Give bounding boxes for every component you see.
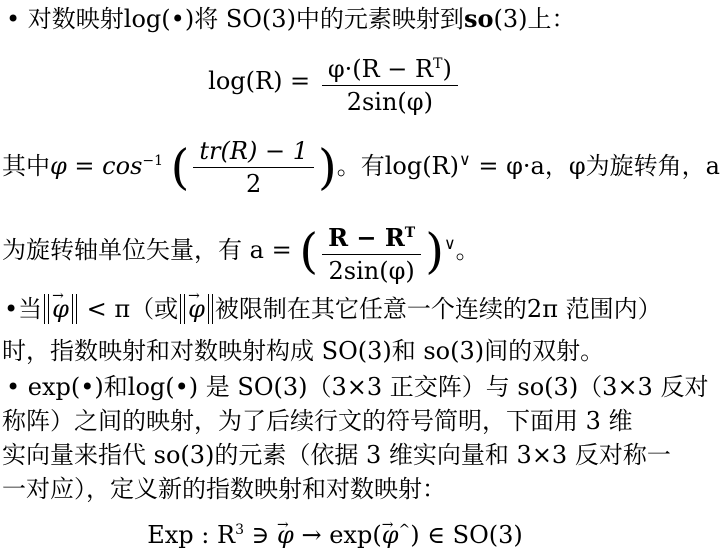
axis-numerator: $R - R^T$ (322, 219, 421, 255)
log-r: log(R) (384, 152, 459, 180)
intro-text: 对数映射 (27, 5, 124, 33)
phi-equals: φ = cos (50, 152, 143, 180)
r3-superscript: 3 (235, 522, 245, 538)
log-equation-denominator: 2sin(φ) (346, 87, 433, 116)
lie-algebra-symbol: so (463, 4, 494, 33)
norm-bars (44, 294, 77, 324)
paragraph-line-4: 一对应），定义新的指数映射和对数映射： (2, 475, 446, 503)
intro-line (6, 4, 575, 34)
angle-pre-text: 其中 (2, 152, 50, 180)
log-argument: (•) (161, 5, 195, 33)
angle-definition-line (2, 122, 720, 198)
axis-fraction (322, 219, 421, 285)
condition-post: 被限制在其它任意一个连续的2π 范围内） (214, 295, 662, 323)
log-equation-fraction (322, 50, 458, 116)
vee-symbol: ∨ (459, 150, 471, 169)
trace-fraction (193, 137, 314, 198)
log-word: log (123, 5, 162, 33)
angle-tail-text: = φ·a，φ为旋转角，a (470, 152, 720, 180)
bijection-line: 时，指数映射和对数映射构成 SO(3)和 so(3)间的双射。 (2, 337, 605, 365)
bullet: • (6, 5, 21, 33)
vee-symbol: ∨ (443, 234, 456, 253)
phi-vector: → φ (52, 295, 69, 323)
lie-algebra-argument: (3)上： (493, 5, 576, 33)
exp-map-equation (0, 512, 670, 548)
right-paren: ) (425, 223, 444, 280)
phi-vector-3: → φ (277, 521, 294, 549)
left-paren: ( (299, 223, 319, 280)
trace-numerator: tr(R) − 1 (193, 137, 314, 168)
exp-label: Exp : R (147, 521, 236, 549)
paragraph-line-2: 称阵）之间的映射，为了后续行文的符号简明，下面用 3 维 (2, 407, 633, 435)
condition-lt: < π（或 (78, 295, 179, 323)
inverse-superscript: −1 (142, 153, 164, 169)
norm-bars-2 (180, 294, 213, 324)
axis-denominator: 2sin(φ) (328, 256, 415, 285)
right-paren: ) (317, 139, 337, 196)
paragraph-line-3: 实向量来指代 so(3)的元素（依据 3 维实向量和 3×3 反对称一 (2, 441, 671, 469)
in-so3: ) ∈ SO(3) (410, 521, 523, 549)
arrow-exp: → exp( (293, 521, 382, 549)
axis-definition-line (2, 204, 480, 284)
axis-post-text: 。 (455, 236, 480, 264)
log-equation-numerator: $\varphi\cdot(R - R^T)$ (322, 50, 458, 86)
hat-symbol: ^ (398, 522, 411, 538)
axis-pre-text: 为旋转轴单位矢量，有 a = (2, 236, 292, 264)
log-equation-lhs: log(R) = (208, 67, 311, 95)
phi-vector-4: → φ (382, 521, 399, 549)
exp-log-line: • exp(•)和log(•) 是 SO(3)（3×3 正交阵）与 so(3)（3×3 反对 (6, 373, 709, 401)
intro-mid-text: 将 SO(3)中的元素映射到 (194, 5, 464, 33)
phi-vector-2: → φ (188, 295, 205, 323)
left-paren: ( (170, 139, 190, 196)
condition-bullet: •当 (4, 295, 43, 323)
trace-denominator: 2 (246, 170, 262, 198)
element-of: ∋ (244, 521, 278, 549)
log-equation (0, 48, 670, 114)
condition-line (4, 294, 662, 324)
angle-post-text: 。有 (336, 152, 385, 180)
